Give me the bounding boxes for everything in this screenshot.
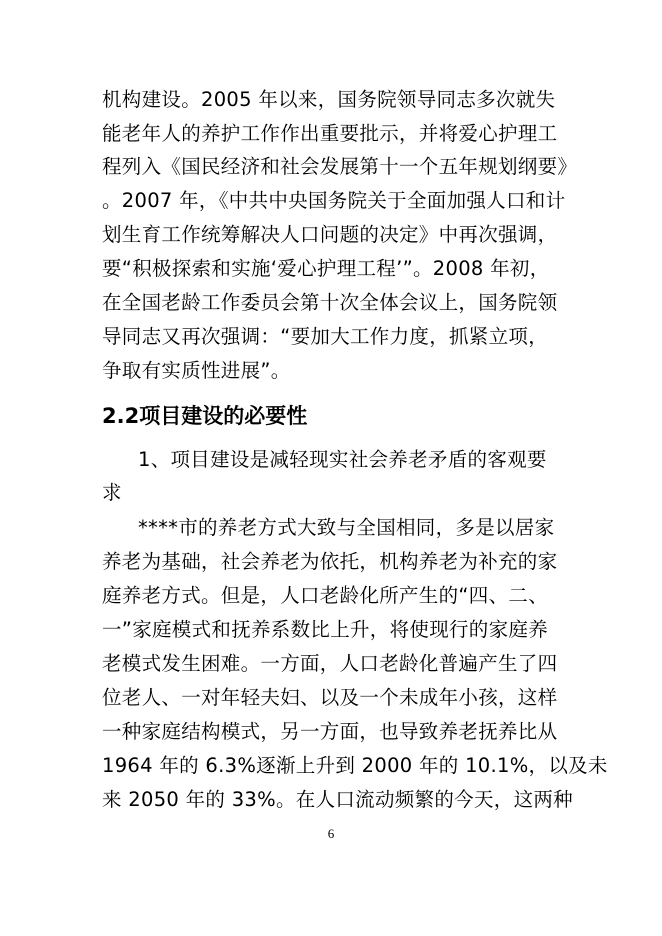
- text-line: 1964 年的 6.3%逐渐上升到 2000 年的 10.1%，以及未: [102, 754, 608, 777]
- text-line: 来 2050 年的 33%。在人口流动频繁的今天，这两种: [102, 788, 573, 811]
- text-line: 庭养老方式。但是，人口老龄化所产生的“四、二、: [102, 584, 549, 607]
- text-line: 导同志又再次强调：“要加大工作力度，抓紧立项，: [102, 325, 549, 348]
- text-line: 一种家庭结构模式，另一方面，也导致养老抚养比从: [102, 720, 558, 743]
- text-line: 老模式发生困难。一方面，人口老龄化普遍产生了四: [102, 652, 558, 675]
- text-line: 要“积极探索和实施‘爱心护理工程’”。2008 年初，: [102, 257, 550, 280]
- text-line: 位老人、一对年轻夫妇、以及一个未成年小孩，这样: [102, 686, 558, 709]
- text-line: 争取有实质性进展”。: [102, 359, 291, 382]
- text-line: 。2007 年，《中共中央国务院关于全面加强人口和计: [102, 189, 566, 212]
- page-number: 6: [327, 826, 335, 841]
- text-line: 养老为基础，社会养老为依托，机构养老为补充的家: [102, 550, 558, 573]
- subheading-line: 1、项目建设是减轻现实社会养老矛盾的客观要: [138, 448, 547, 471]
- text-line: 程列入《国民经济和社会发展第十一个五年规划纲要》: [102, 155, 578, 178]
- text-line: 在全国老龄工作委员会第十次全体会议上，国务院领: [102, 291, 558, 314]
- text-line: ****市的养老方式大致与全国相同，多是以居家: [138, 516, 555, 539]
- text-line: 一”家庭模式和抚养系数比上升，将使现行的家庭养: [102, 618, 549, 641]
- subheading-line: 求: [102, 481, 122, 504]
- text-line: 划生育工作统筹解决人口问题的决定》中再次强调，: [102, 223, 558, 246]
- text-line: 机构建设。2005 年以来，国务院领导同志多次就失: [102, 88, 556, 111]
- text-line: 能老年人的养护工作作出重要批示，并将爱心护理工: [102, 122, 558, 145]
- section-heading: 2.2项目建设的必要性: [102, 404, 308, 428]
